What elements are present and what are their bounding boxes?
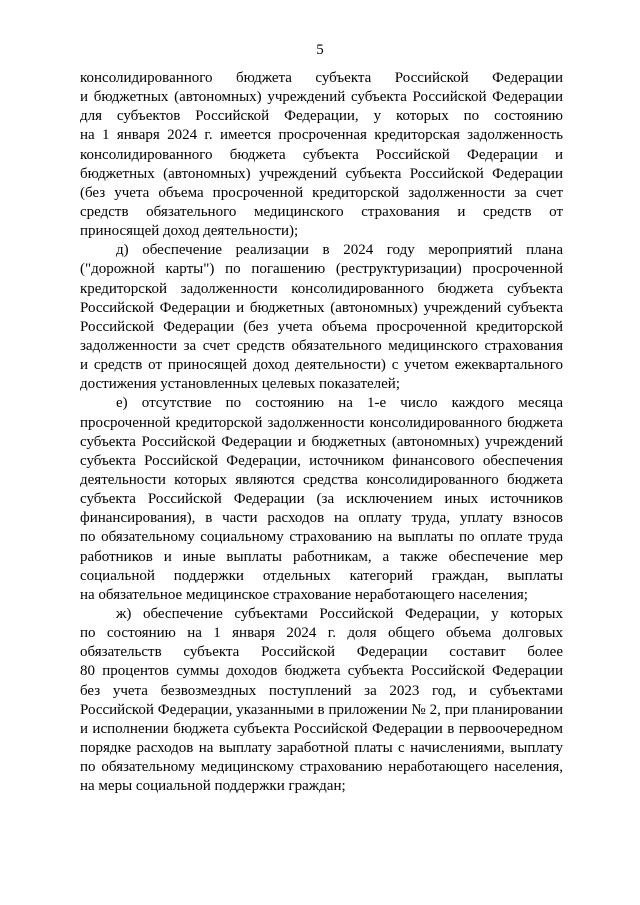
text-line: субъекта Российской Федерации, источником финансового обеспечения xyxy=(80,452,563,469)
text-line: социальной поддержки отдельных категорий граждан, выплаты xyxy=(80,567,563,584)
text-line: кредиторской задолженности консолидированного бюджета субъекта xyxy=(80,280,563,297)
text-line: средств обязательного медицинского страхования и средств от xyxy=(80,203,563,220)
text-line: на меры социальной поддержки граждан; xyxy=(80,778,346,795)
text-line: субъекта Российской Федерации и бюджетных (автономных) учреждений xyxy=(80,433,563,450)
text-line: ("дорожной карты") по погашению (реструктуризации) просроченной xyxy=(80,261,563,278)
text-line: (без учета объема просроченной кредиторской задолженности за счет xyxy=(80,184,563,201)
text-line: консолидированного бюджета субъекта Российской Федерации xyxy=(80,70,563,86)
text-line: достижения установленных целевых показателей; xyxy=(80,376,400,393)
text-line: субъекта Российской Федерации (за исключением иных источников xyxy=(80,491,563,508)
document-body xyxy=(80,69,563,796)
text-line: по обязательному социальному страхованию на выплаты по оплате труда xyxy=(80,529,563,546)
text-line: по состоянию на 1 января 2024 г. доля общего объема долговых xyxy=(80,625,563,642)
page-number: 5 xyxy=(316,42,324,58)
text-line: и средств от приносящей доход деятельности) с учетом ежеквартального xyxy=(80,357,563,374)
text-line: на обязательное медицинское страхование неработающего населения; xyxy=(80,586,528,603)
text-line: обязательств субъекта Российской Федерации составит более xyxy=(80,644,563,661)
text-line: Российской Федерации, указанными в приложении № 2, при планировании xyxy=(80,701,563,718)
text-line: ж) обеспечение субъектами Российской Федерации, у которых xyxy=(116,605,563,622)
text-line: задолженности за счет средств обязательного медицинского страхования xyxy=(80,337,563,354)
text-line: деятельности которых являются средства консолидированного бюджета xyxy=(80,471,563,488)
text-line: 80 процентов суммы доходов бюджета субъекта Российской Федерации xyxy=(80,663,563,680)
text-line: приносящей доход деятельности); xyxy=(80,223,299,240)
text-line: бюджетных (автономных) учреждений субъекта Российской Федерации xyxy=(80,165,563,182)
text-line: просроченной кредиторской задолженности консолидированного бюджета xyxy=(80,414,563,431)
text-line: и исполнении бюджета субъекта Российской Федерации в первоочередном xyxy=(80,720,563,737)
text-line: е) отсутствие по состоянию на 1-е число каждого месяца xyxy=(116,395,563,412)
text-line: для субъектов Российской Федерации, у которых по состоянию xyxy=(80,108,563,125)
text-line: д) обеспечение реализации в 2024 году мероприятий плана xyxy=(116,242,563,259)
text-line: без учета безвозмездных поступлений за 2023 год, и субъектами xyxy=(80,682,563,699)
text-line: Российской Федерации и бюджетных (автономных) учреждений субъекта xyxy=(80,299,563,316)
text-line: и бюджетных (автономных) учреждений субъекта Российской Федерации xyxy=(80,89,563,106)
text-line: по обязательному медицинскому страхованию неработающего населения, xyxy=(80,759,563,776)
text-line: работников и иные выплаты работникам, а также обеспечение мер xyxy=(80,548,563,565)
text-line: финансирования), в части расходов на оплату труда, уплату взносов xyxy=(80,510,563,527)
text-line: порядке расходов на выплату заработной платы с начислениями, выплату xyxy=(80,739,563,756)
text-line: на 1 января 2024 г. имеется просроченная кредиторская задолженность xyxy=(80,127,563,144)
text-line: Российской Федерации (без учета объема просроченной кредиторской xyxy=(80,318,563,335)
text-line: консолидированного бюджета субъекта Российской Федерации и xyxy=(80,146,563,163)
